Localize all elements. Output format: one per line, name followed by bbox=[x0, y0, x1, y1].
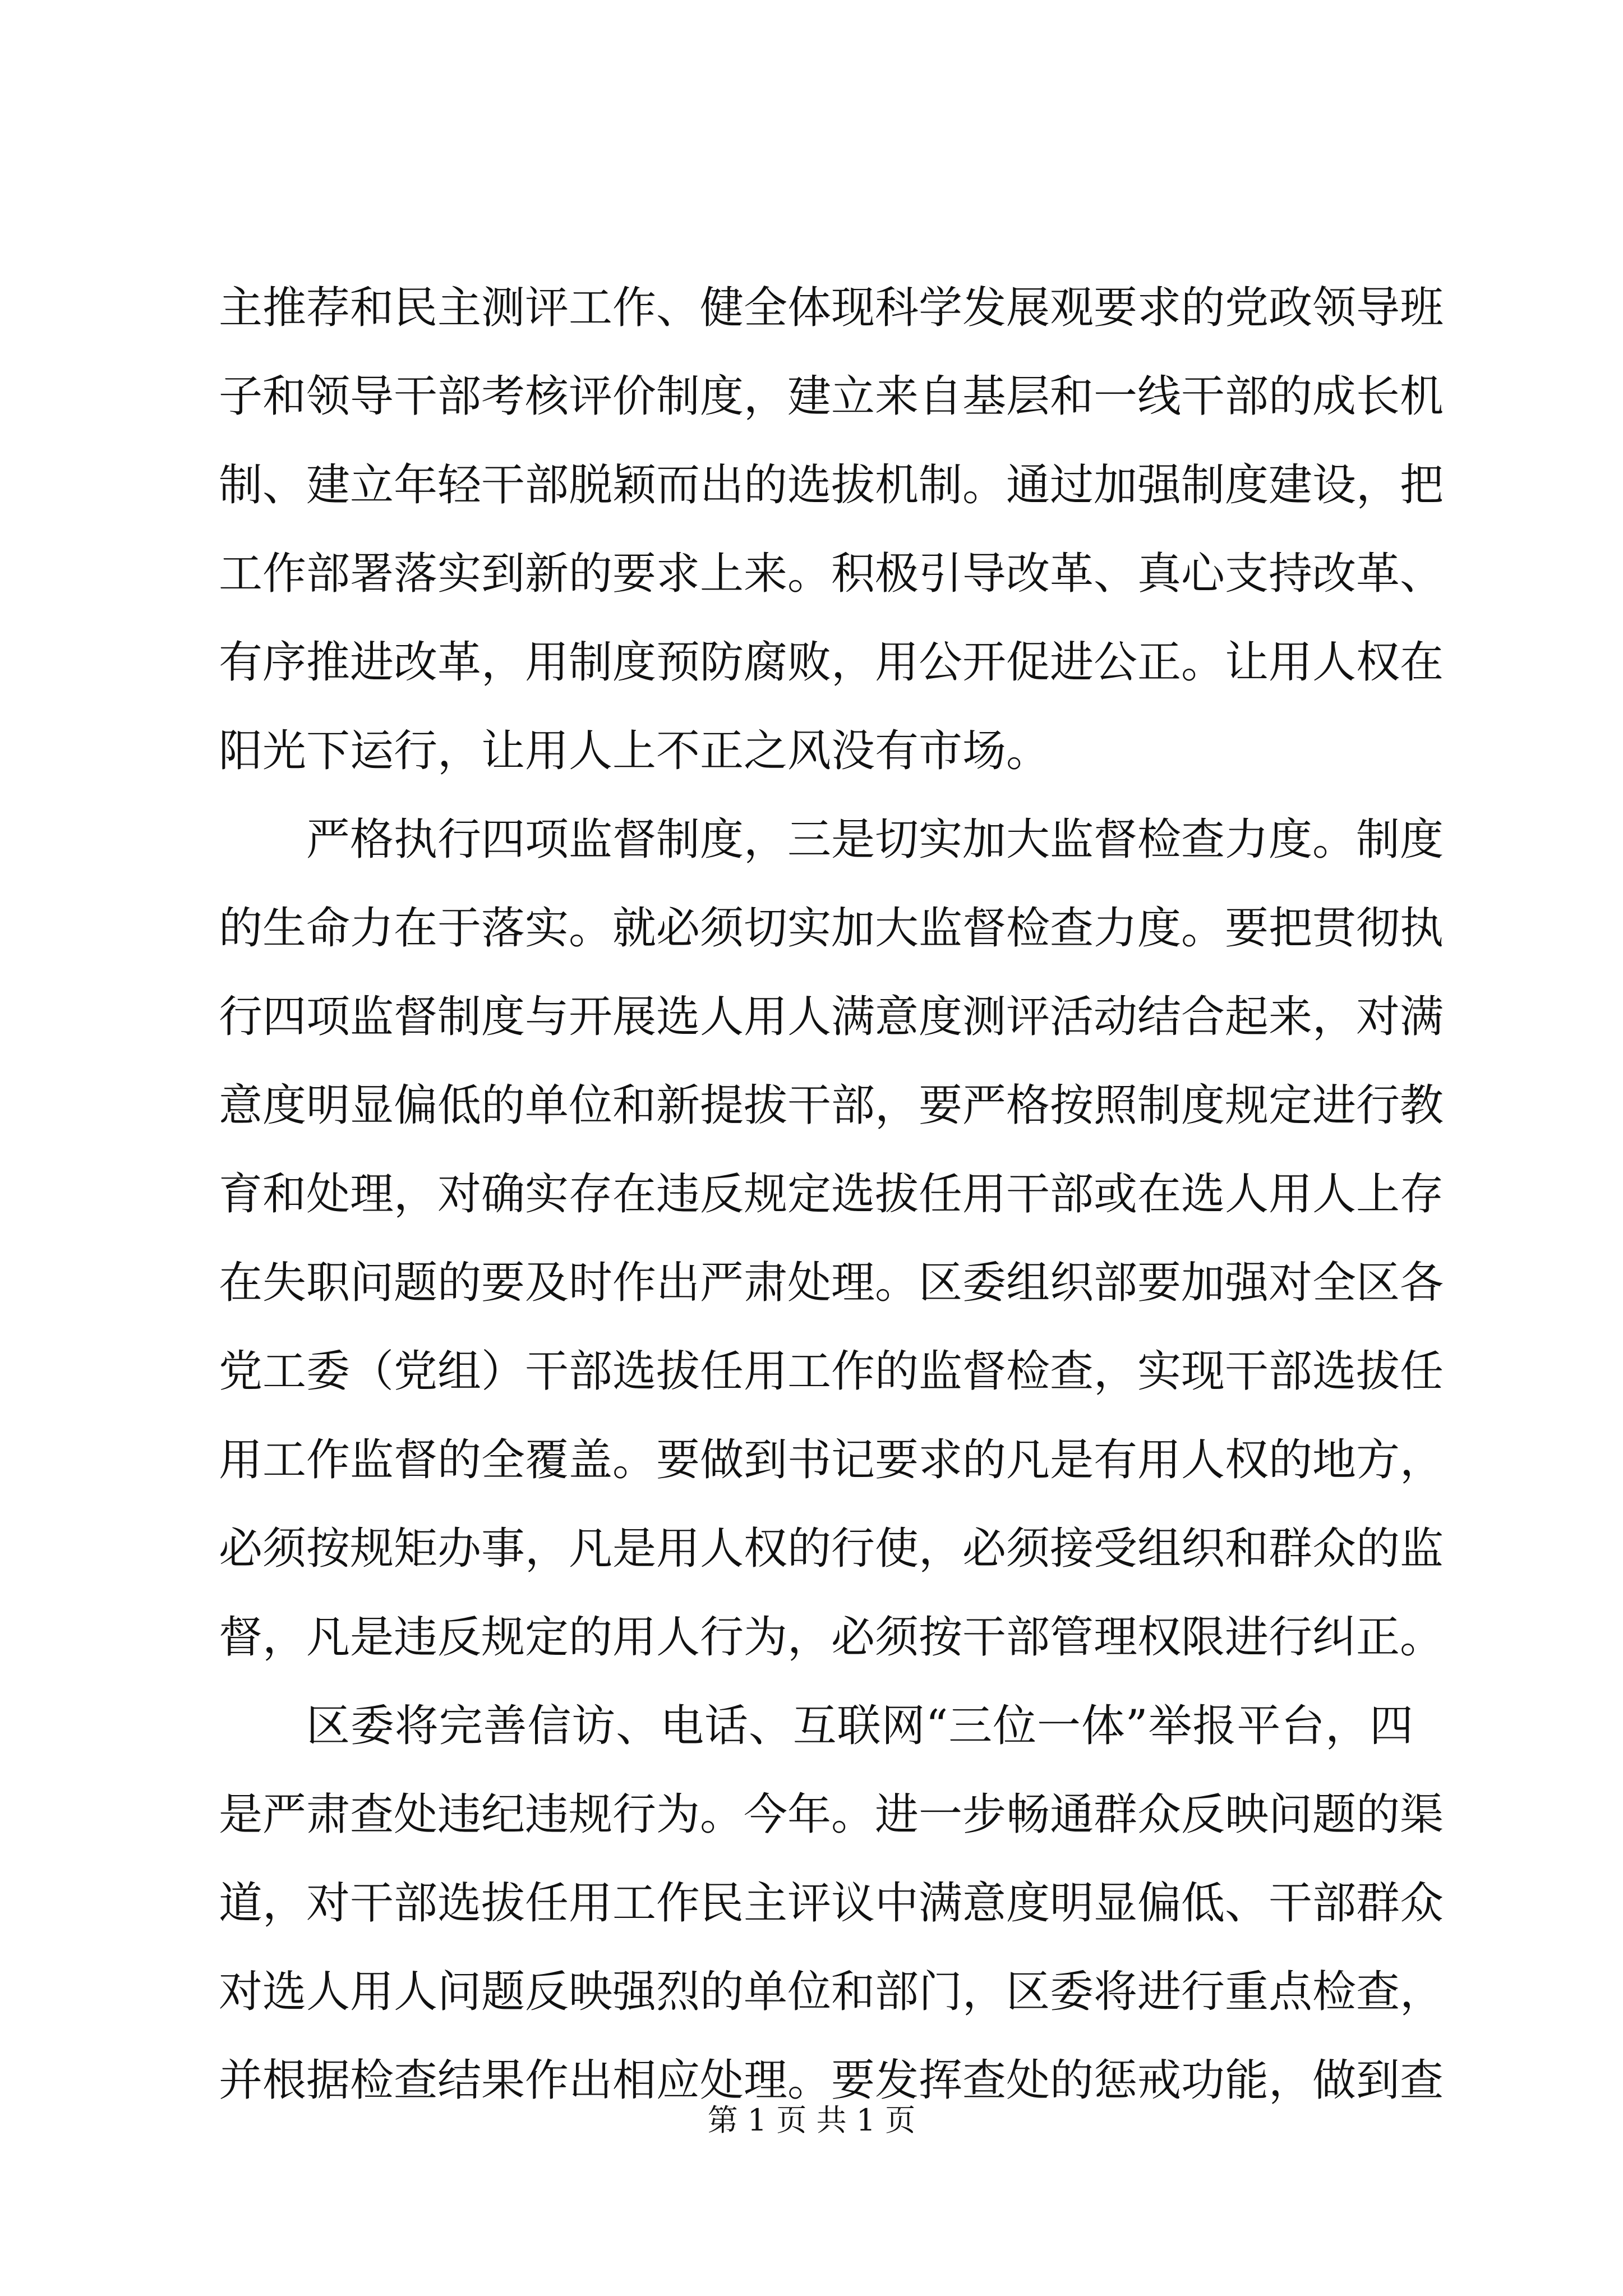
text-line: 党工委（党组）干部选拔任用工作的监督检查，实现干部选拔任 bbox=[219, 1346, 1444, 1397]
text-line: 在失职问题的要及时作出严肃处理。区委组织部要加强对全区各 bbox=[219, 1258, 1444, 1308]
text-line: 阳光下运行，让用人上不正之风没有市场。 bbox=[219, 726, 1050, 776]
text-line: 制、建立年轻干部脱颖而出的选拔机制。通过加强制度建设，把 bbox=[219, 460, 1444, 510]
text-line: 道，对干部选拔任用工作民主评议中满意度明显偏低、干部群众 bbox=[219, 1878, 1444, 1929]
text-line: 工作部署落实到新的要求上来。积极引导改革、真心支持改革、 bbox=[219, 549, 1444, 599]
page-number-footer: 第 1 页 共 1 页 bbox=[707, 2102, 916, 2138]
text-line: 对选人用人问题反映强烈的单位和部门，区委将进行重点检查， bbox=[219, 1967, 1444, 2017]
paragraph-first-line: 区委将完善信访、电话、互联网“三位一体”举报平台，四 bbox=[306, 1701, 1413, 1751]
text-line: 是严肃查处违纪违规行为。今年。进一步畅通群众反映问题的渠 bbox=[219, 1789, 1444, 1840]
text-line: 并根据检查结果作出相应处理。要发挥查处的惩戒功能，做到查 bbox=[219, 2055, 1444, 2106]
text-line: 用工作监督的全覆盖。要做到书记要求的凡是有用人权的地方， bbox=[219, 1435, 1444, 1485]
text-line: 意度明显偏低的单位和新提拔干部，要严格按照制度规定进行教 bbox=[219, 1080, 1444, 1131]
document-body bbox=[219, 264, 1444, 2125]
text-line: 督，凡是违反规定的用人行为，必须按干部管理权限进行纠正。 bbox=[219, 1612, 1444, 1663]
text-line: 子和领导干部考核评价制度，建立来自基层和一线干部的成长机 bbox=[219, 371, 1444, 422]
paragraph-first-line: 严格执行四项监督制度，三是切实加大监督检查力度。制度 bbox=[306, 815, 1444, 865]
text-line: 的生命力在于落实。就必须切实加大监督检查力度。要把贯彻执 bbox=[219, 903, 1444, 954]
text-line: 育和处理，对确实存在违反规定选拔任用干部或在选人用人上存 bbox=[219, 1169, 1444, 1220]
text-line: 行四项监督制度与开展选人用人满意度测评活动结合起来，对满 bbox=[219, 992, 1444, 1042]
text-line: 必须按规矩办事，凡是用人权的行使，必须接受组织和群众的监 bbox=[219, 1524, 1444, 1574]
text-line: 主推荐和民主测评工作、健全体现科学发展观要求的党政领导班 bbox=[219, 283, 1444, 333]
text-line: 有序推进改革，用制度预防腐败，用公开促进公正。让用人权在 bbox=[219, 637, 1444, 688]
